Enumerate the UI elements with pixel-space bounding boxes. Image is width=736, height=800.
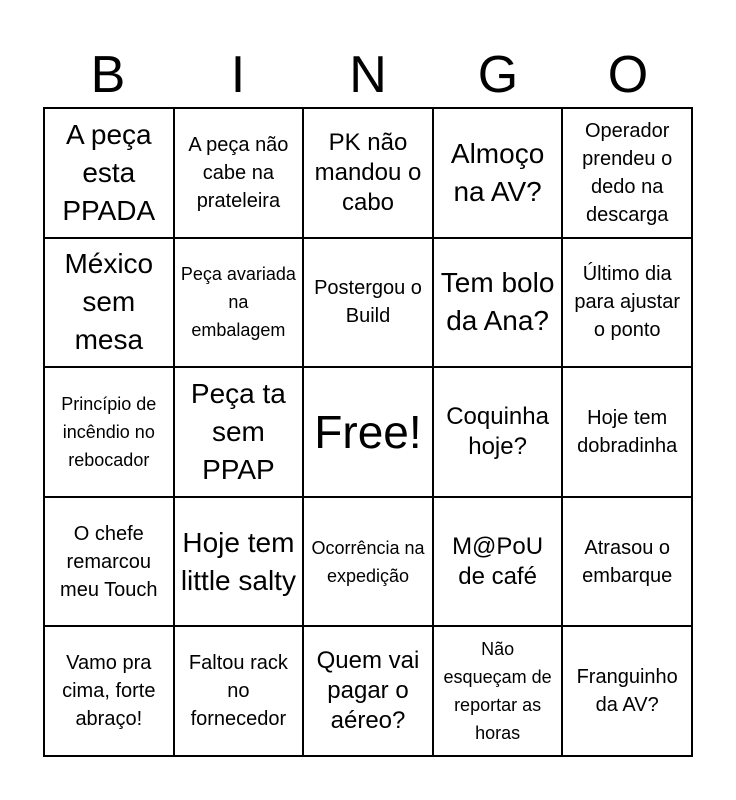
- cell-text: Operador prendeu o dedo na descarga: [582, 119, 673, 226]
- cell-text: Atrasou o embarque: [582, 536, 673, 587]
- cell-text: Franguinho da AV?: [576, 666, 678, 717]
- cell-text: Peça ta sem PPAP: [190, 377, 286, 485]
- bingo-cell[interactable]: [44, 238, 174, 368]
- cell-text: PK não mandou o cabo: [314, 128, 422, 216]
- bingo-header: [43, 48, 693, 102]
- cell-text: Vamo pra cima, forte abraço!: [62, 652, 156, 731]
- bingo-cell[interactable]: [174, 367, 304, 497]
- bingo-cell[interactable]: [174, 238, 304, 368]
- bingo-cell[interactable]: [562, 626, 692, 756]
- cell-text: Não esqueçam de reportar as horas: [443, 639, 552, 744]
- bingo-cell[interactable]: [44, 108, 174, 238]
- bingo-cell[interactable]: [174, 626, 304, 756]
- bingo-cell[interactable]: [303, 497, 433, 627]
- bingo-cell[interactable]: [562, 367, 692, 497]
- bingo-cell[interactable]: [433, 626, 563, 756]
- cell-text: México sem mesa: [64, 248, 154, 356]
- bingo-cell[interactable]: [562, 238, 692, 368]
- cell-text: Quem vai pagar o aéreo?: [316, 647, 420, 735]
- cell-text: Último dia para ajustar o ponto: [574, 263, 680, 342]
- bingo-cell[interactable]: [303, 626, 433, 756]
- header-letter-b: B: [90, 46, 126, 104]
- bingo-cell[interactable]: [303, 108, 433, 238]
- bingo-cell[interactable]: [433, 108, 563, 238]
- cell-text: Postergou o Build: [314, 277, 422, 328]
- bingo-cell[interactable]: [44, 367, 174, 497]
- bingo-cell[interactable]: [303, 238, 433, 368]
- bingo-cell[interactable]: [433, 497, 563, 627]
- cell-text: Coquinha hoje?: [446, 402, 549, 460]
- free-space-label: Free!: [314, 405, 422, 458]
- cell-text: Tem bolo da Ana?: [440, 267, 555, 337]
- cell-text: A peça esta PPADA: [62, 118, 156, 226]
- cell-text: Hoje tem little salty: [180, 526, 296, 596]
- bingo-free-cell[interactable]: [303, 367, 433, 497]
- bingo-card: [43, 107, 693, 757]
- bingo-cell[interactable]: [174, 108, 304, 238]
- bingo-cell[interactable]: [433, 367, 563, 497]
- bingo-cell[interactable]: [433, 238, 563, 368]
- cell-text: O chefe remarcou meu Touch: [60, 522, 158, 601]
- bingo-cell[interactable]: [44, 626, 174, 756]
- cell-text: Almoço na AV?: [450, 137, 545, 207]
- bingo-cell[interactable]: [562, 497, 692, 627]
- cell-text: Princípio de incêndio no rebocador: [61, 393, 157, 470]
- header-letter-i: I: [230, 46, 246, 104]
- cell-text: M@PoU de café: [452, 532, 544, 590]
- bingo-cell[interactable]: [44, 497, 174, 627]
- cell-text: Ocorrência na expedição: [311, 537, 425, 586]
- cell-text: Peça avariada na embalagem: [180, 264, 296, 341]
- cell-text: A peça não cabe na prateleira: [188, 133, 289, 212]
- header-letter-o: O: [607, 46, 649, 104]
- cell-text: Faltou rack no fornecedor: [188, 652, 288, 731]
- header-letter-n: N: [349, 46, 387, 104]
- header-letter-g: G: [477, 46, 519, 104]
- bingo-cell[interactable]: [562, 108, 692, 238]
- cell-text: Hoje tem dobradinha: [577, 406, 678, 457]
- bingo-cell[interactable]: [174, 497, 304, 627]
